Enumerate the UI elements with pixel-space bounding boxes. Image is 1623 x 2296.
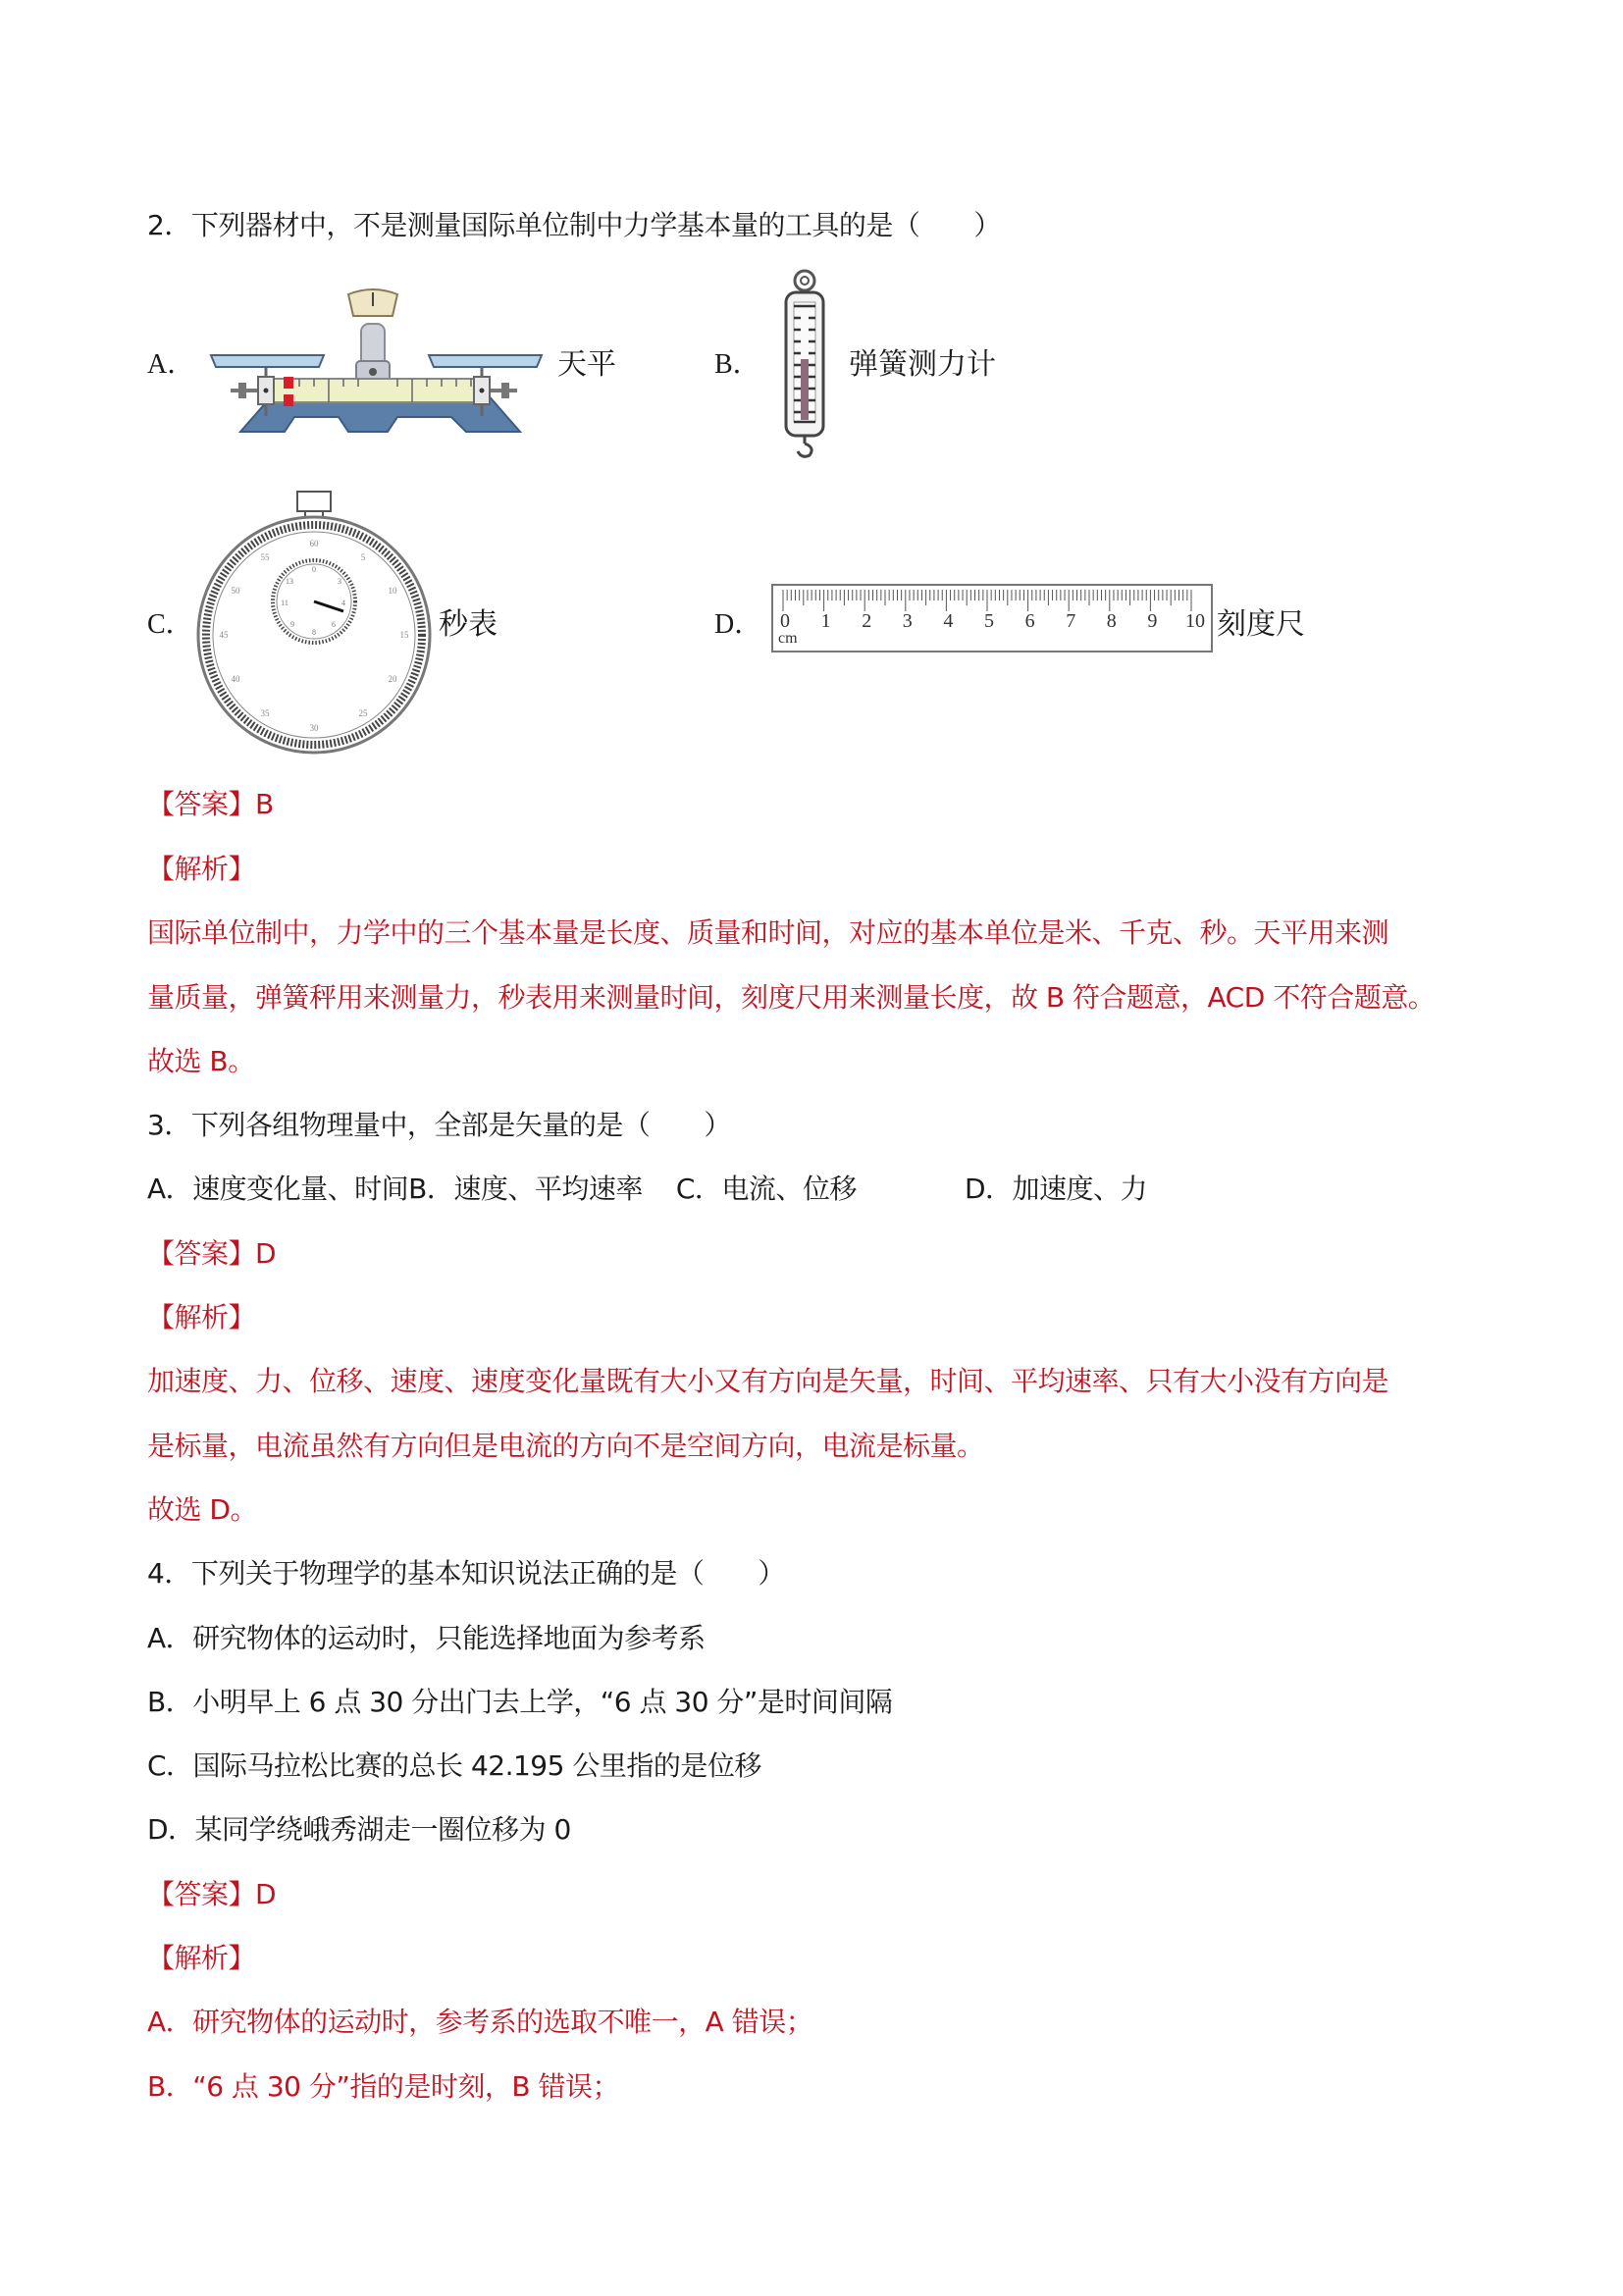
balance-scale-icon <box>201 285 545 442</box>
q3-option-b: B．速度、平均速率 <box>408 1173 643 1205</box>
spring-scale-icon <box>780 267 829 459</box>
svg-text:20: 20 <box>388 674 397 684</box>
q2-option-c-caption: 秒表 <box>439 607 497 642</box>
svg-text:13: 13 <box>286 577 293 586</box>
svg-text:35: 35 <box>260 708 270 718</box>
svg-text:5: 5 <box>360 552 366 562</box>
q3-answer <box>147 1234 276 1274</box>
ruler-tick-label: 5 <box>984 610 994 632</box>
ruler-tick-label: 1 <box>820 610 831 632</box>
svg-text:40: 40 <box>231 674 240 684</box>
ruler-tick-label: 2 <box>862 610 872 632</box>
ruler-tick-label: 7 <box>1066 610 1076 632</box>
q2-answer <box>147 785 274 824</box>
answer-tag: 【答案】 <box>147 1237 256 1270</box>
ruler-tick-label: 0 <box>780 610 790 632</box>
svg-text:4: 4 <box>341 599 345 607</box>
answer-value: D <box>255 1878 277 1910</box>
q4-analysis-tag: 【解析】 <box>147 1942 256 1974</box>
svg-text:25: 25 <box>358 708 368 718</box>
q2-option-d-label: D． <box>714 609 762 640</box>
q2-stem: 2．下列器材中，不是测量国际单位制中力学基本量的工具的是（ ） <box>147 209 1001 241</box>
q3-analysis-tag: 【解析】 <box>147 1301 256 1333</box>
q4-analysis-line-2: B．“6 点 30 分”指的是时刻，B 错误； <box>147 2070 619 2103</box>
q4-option-d: D．某同学绕峨秀湖走一圈位移为 0 <box>147 1813 571 1846</box>
svg-text:3: 3 <box>338 577 341 586</box>
q3-option-c: C．电流、位移 <box>675 1173 857 1205</box>
q3-option-a: A．速度变化量、时间 <box>147 1173 409 1205</box>
ruler-unit-label: cm <box>778 630 798 647</box>
q3-options <box>147 1170 1147 1209</box>
svg-text:60: 60 <box>309 539 319 548</box>
ruler-tick-label: 8 <box>1106 610 1117 632</box>
q2-option-d-caption: 刻度尺 <box>1217 607 1305 642</box>
q2-analysis-line-2: 量质量，弹簧秤用来测量力，秒表用来测量时间，刻度尺用来测量长度，故 B 符合题意，ACD 不符合题意。 <box>147 981 1436 1014</box>
q3-option-d: D．加速度、力 <box>964 1173 1147 1205</box>
q2-option-a-label: A． <box>147 349 195 380</box>
ruler-tick-label: 9 <box>1147 610 1158 632</box>
ruler-tick-label: 6 <box>1024 610 1035 632</box>
q4-option-b: B．小明早上 6 点 30 分出门去上学，“6 点 30 分”是时间间隔 <box>147 1686 893 1718</box>
q4-analysis-line-1: A．研究物体的运动时，参考系的选取不唯一，A 错误； <box>147 2006 813 2038</box>
stopwatch-icon <box>196 486 442 756</box>
q2-analysis-line-1: 国际单位制中，力学中的三个基本量是长度、质量和时间，对应的基本单位是米、千克、秒。天平用来测 <box>147 916 1389 949</box>
q4-option-a: A．研究物体的运动时，只能选择地面为参考系 <box>147 1622 706 1654</box>
q2-analysis-tag: 【解析】 <box>147 853 256 885</box>
svg-text:6: 6 <box>332 620 336 629</box>
q2-option-b-caption: 弹簧测力计 <box>849 347 996 382</box>
q4-answer <box>147 1875 276 1914</box>
svg-text:50: 50 <box>231 586 240 596</box>
svg-text:10: 10 <box>388 586 397 596</box>
q3-stem: 3．下列各组物理量中，全部是矢量的是（ ） <box>147 1109 731 1141</box>
svg-text:9: 9 <box>290 620 294 629</box>
svg-text:30: 30 <box>309 723 319 733</box>
svg-text:11: 11 <box>281 599 288 607</box>
svg-text:8: 8 <box>312 628 316 637</box>
q4-option-c: C．国际马拉松比赛的总长 42.195 公里指的是位移 <box>147 1749 761 1782</box>
ruler-tick-label: 4 <box>943 610 954 632</box>
svg-text:15: 15 <box>399 630 409 640</box>
svg-text:45: 45 <box>219 630 229 640</box>
q3-analysis-line-2: 是标量，电流虽然有方向但是电流的方向不是空间方向，电流是标量。 <box>147 1430 984 1462</box>
svg-text:55: 55 <box>260 552 270 562</box>
answer-tag: 【答案】 <box>147 1878 256 1910</box>
answer-value: B <box>255 788 274 820</box>
ruler-tick-label: 3 <box>902 610 913 632</box>
q3-analysis-line-1: 加速度、力、位移、速度、速度变化量既有大小又有方向是矢量，时间、平均速率、只有大小没有方向是 <box>147 1365 1389 1397</box>
answer-tag: 【答案】 <box>147 788 256 820</box>
q2-option-a-caption: 天平 <box>557 347 616 382</box>
q2-analysis-line-3: 故选 B。 <box>147 1045 255 1077</box>
q2-option-c-label: C． <box>147 609 193 640</box>
q3-analysis-line-3: 故选 D。 <box>147 1493 257 1526</box>
q2-option-b-label: B． <box>714 349 760 380</box>
q4-stem: 4．下列关于物理学的基本知识说法正确的是（ ） <box>147 1557 785 1590</box>
answer-value: D <box>255 1237 277 1270</box>
svg-text:0: 0 <box>312 565 316 574</box>
ruler-icon <box>771 584 1213 652</box>
ruler-tick-label: 10 <box>1185 610 1205 632</box>
